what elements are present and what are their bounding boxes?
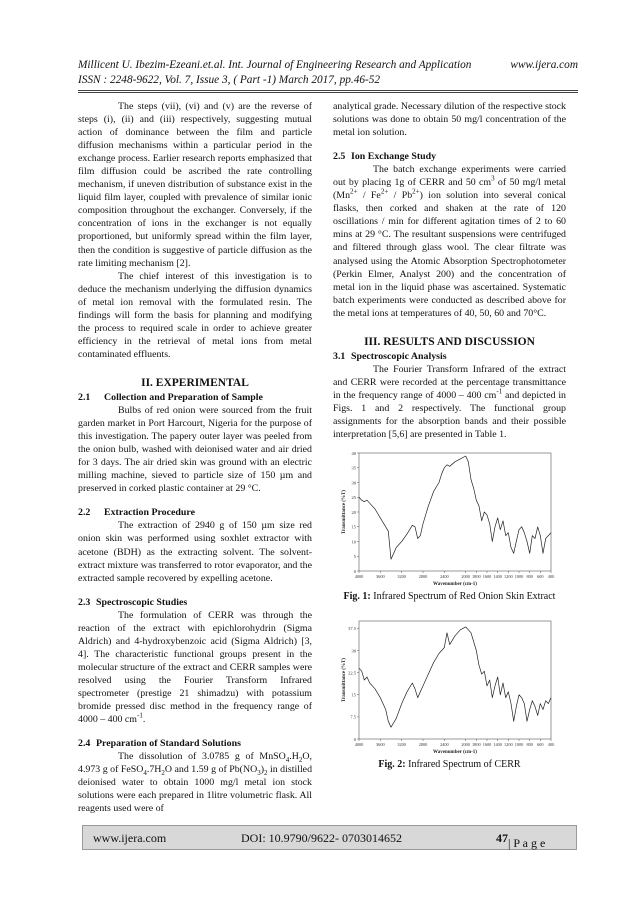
y-tick-label: 30 xyxy=(351,648,356,654)
subsection-2-2-heading: 2.2 Extraction Procedure xyxy=(78,507,195,519)
x-tick-label: 2800 xyxy=(418,742,428,748)
y-tick-label: 15 xyxy=(351,524,356,530)
y-axis-label: Transmittance (%T) xyxy=(342,658,347,703)
subsection-2-3-heading: 2.3 Spectroscopic Studies xyxy=(78,596,188,608)
x-tick-label: 2000 xyxy=(461,742,470,748)
x-tick-label: 600 xyxy=(537,574,544,580)
x-tick-label: 1000 xyxy=(514,574,524,580)
x-tick-label: 1800 xyxy=(472,574,481,580)
y-tick-label: 30 xyxy=(351,480,356,486)
y-tick-label: 35 xyxy=(351,465,356,471)
y-tick-label: 10 xyxy=(351,539,356,545)
y-tick-label: 40 xyxy=(351,450,356,456)
x-tick-label: 1000 xyxy=(514,742,524,748)
figure-1-caption: Fig. 1: Infrared Spectrum of Red Onion Skin Extract xyxy=(343,591,556,603)
y-tick-label: 0 xyxy=(353,736,356,742)
journal-issn: ISSN : 2248-9622, Vol. 7, Issue 3, ( Part -1) March 2017, pp.46-52 xyxy=(78,74,381,86)
left-column xyxy=(78,100,312,815)
y-tick-label: 22.5 xyxy=(348,670,356,676)
x-tick-label: 2400 xyxy=(440,574,449,580)
section-results-heading: III. RESULTS AND DISCUSSION xyxy=(364,335,535,348)
x-axis-label: Wavenumber (cm-1) xyxy=(433,582,477,588)
y-tick-label: 5 xyxy=(353,554,356,560)
x-tick-label: 800 xyxy=(526,742,533,748)
right-column xyxy=(333,100,566,771)
y-tick-label: 7.5 xyxy=(350,714,356,720)
x-tick-label: 400 xyxy=(547,742,555,748)
y-axis-label: Transmittance (%T) xyxy=(342,490,347,535)
header-rule xyxy=(78,90,578,91)
ftir-paragraph: The Fourier Transform Infrared of the extract and CERR were recorded at the percentage transmittance in the frequency range of 4000 – 400 $cm^{-1}$ and depicted in Figs. 1 and 2 respectively. The functional group assignments for the absorption bands and their possible interpretation [5,6] are presented in Table 1. xyxy=(333,363,566,441)
footer-website[interactable]: www.ijera.com xyxy=(93,831,167,845)
x-tick-label: 1200 xyxy=(504,574,513,580)
continued-paragraph: analytical grade. Necessary dilution of the respective stock solutions was done to obtain 50 mg/l concentration of the metal ion solution. xyxy=(333,101,566,139)
y-tick-label: 0 xyxy=(353,568,356,574)
x-tick-label: 1400 xyxy=(493,574,502,580)
x-tick-label: 400 xyxy=(547,574,555,580)
figure-2-chart xyxy=(339,613,561,755)
interest-paragraph: The chief interest of this investigation is to deduce the mechanism underlying the diffusion dynamics of metal ion removal with the formulated resin. The findings will form the basis for planning and modifying the process to required scale in order to achieve greater efficiency in the retrieval of metal ions from metal contaminated effluents. xyxy=(78,270,312,360)
intro-paragraph: The steps (vii), (vi) and (v) are the reverse of steps (i), (ii) and (iii) respectively, suggesting mutual action of dominance between the film and particle diffusion mechanisms within a particular period in the exchange process. Earlier research reports emphasized that film diffusion could be ascribed the rate controlling mechanism, if uneven distribution of substance exist in the liquid film layer, coupled with prevalence of similar ionic composition throughout the exchanger. Conversely, if the concentration of ions in the exchanger is not equally proportioned, but uniformly spread within the film layer, then the condition is suggestive of particle diffusion as the rate limiting mechanism [2]. xyxy=(78,101,312,269)
x-tick-label: 600 xyxy=(537,742,544,748)
x-tick-label: 3600 xyxy=(376,574,385,580)
x-axis-label: Wavenumber (cm-1) xyxy=(433,750,477,756)
plot-frame xyxy=(359,453,551,571)
x-tick-label: 4000 xyxy=(354,742,364,748)
collection-paragraph: Bulbs of red onion were sourced from the fruit garden market in Port Harcourt, Nigeria for the purpose of this investigation. The papery outer layer was peeled from the onion bulb, washed with deionised water and air dried for 3 days. The air dried skin was ground with an electric milling machine, sieved to particle size of 150 µm and preserved in corked plastic container at 29 °C. xyxy=(78,405,312,495)
header-rule-second xyxy=(78,92,578,93)
standard-solutions-paragraph: The dissolution of 3.0785 g of $MnSO_4.H_2O$, 4.973 g of $FeSO_4.7H_2O$ and 1.59 g of $Pb(NO_3)_2$ in distilled deionised water to obtain 1000 mg/l metal ion stock solutions were each prepared in 1litre volumetric flask. All reagents used were of xyxy=(78,751,313,815)
figure-1-chart xyxy=(339,445,561,587)
subsection-2-1-heading: 2.1 Collection and Preparation of Sample xyxy=(78,391,263,403)
page-footer xyxy=(82,825,577,850)
plot-frame xyxy=(359,621,551,739)
x-tick-label: 2000 xyxy=(461,574,470,580)
x-tick-label: 4000 xyxy=(354,574,364,580)
figure-1 xyxy=(333,445,566,587)
subsection-2-4-heading: 2.4 Preparation of Standard Solutions xyxy=(78,738,241,750)
x-tick-label: 1600 xyxy=(482,574,492,580)
extraction-paragraph: The extraction of 2940 g of 150 µm size red onion skin was performed using soxhlet extractor with acetone (BDH) as the extracting solvent. The solvent-extract mixture was transferred to rotor evaporator, and the extracted sample recovered by expelling acetone. xyxy=(78,520,312,584)
subsection-2-5-heading: 2.5 Ion Exchange Study xyxy=(333,151,437,163)
x-tick-label: 800 xyxy=(526,574,533,580)
footer-doi: DOI: 10.9790/9622- 0703014652 xyxy=(241,831,402,845)
x-tick-label: 3600 xyxy=(376,742,385,748)
footer-page-number: 47 | P a g e xyxy=(496,831,546,850)
x-tick-label: 2800 xyxy=(418,574,428,580)
y-tick-label: 37.5 xyxy=(348,626,356,632)
journal-citation: Millicent U. Ibezim-Ezeani.et.al. Int. Journal of Engineering Research and Application xyxy=(78,59,472,71)
ion-exchange-paragraph: The batch exchange experiments were carried out by placing 1g of CERR and 50 $cm^3$ of 50 mg/l metal $(Mn^{2+} / Fe^{2+} / Pb^{2+})$ ion solution into several conical flasks, then corked and shaken at the rate of 120 oscillations / min for different agitation times of 2 to 60 mins at 29 °C. The resultant suspensions were centrifuged and filtered through glass wool. The clear filtrate was analysed using the Atomic Absorption Spectrophotometer (Perkin Elmer, Analyst 200) and the concentration of metal ion in the liquid phase was ascertained. Systematic batch experiments were conducted as described above for the metal ions at temperatures of 40, 50, 60 and 70°C. xyxy=(333,164,566,319)
x-tick-label: 1400 xyxy=(493,742,502,748)
section-experimental-heading: II. EXPERIMENTAL xyxy=(141,376,249,389)
subsection-3-1-heading: 3.1 Spectroscopic Analysis xyxy=(333,350,447,362)
x-tick-label: 2400 xyxy=(440,742,449,748)
y-tick-label: 15 xyxy=(351,692,356,698)
journal-website[interactable]: www.ijera.com xyxy=(510,59,578,71)
figure-2 xyxy=(333,613,566,755)
x-tick-label: 1800 xyxy=(472,742,481,748)
spectroscopic-paragraph: The formulation of CERR was through the reaction of the extract with epichlorohydrin (Sigma Aldrich) and 4-hydroxybenzoic acid (Sigma Aldrich) [3, 4]. The characteristic functional groups present in the molecular structure of the extract and CERR samples were resolved using the Fourier Transform Infrared spectrometer (prestige 21 shimadzu) with potassium bromide pressed disc method in the frequency range of 4000 – 400 $cm^{-1}$. xyxy=(78,609,312,726)
x-tick-label: 3200 xyxy=(397,574,406,580)
figure-2-caption: Fig. 2: Infrared Spectrum of CERR xyxy=(378,759,521,771)
page-header xyxy=(78,58,578,88)
y-tick-label: 20 xyxy=(351,509,356,515)
x-tick-label: 1200 xyxy=(504,742,513,748)
x-tick-label: 3200 xyxy=(397,742,406,748)
y-tick-label: 25 xyxy=(351,495,356,501)
x-tick-label: 1600 xyxy=(482,742,492,748)
